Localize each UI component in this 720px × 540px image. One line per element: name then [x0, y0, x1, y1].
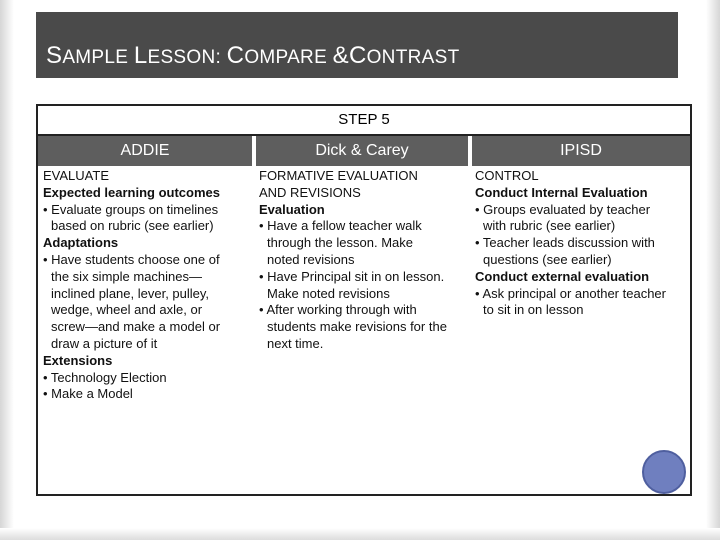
column-header-dick-carey: Dick & Carey [256, 136, 468, 166]
step-label: STEP 5 [38, 106, 690, 136]
column-text-line: Adaptations [43, 235, 119, 251]
column-text-line: students make revisions for the [267, 319, 447, 335]
column-text-line: • Groups evaluated by teacher [475, 201, 651, 217]
column-text-line: with rubric (see earlier) [483, 218, 616, 234]
column-header-ipisd: IPISD [472, 136, 690, 166]
column-body-dick-carey [259, 168, 469, 353]
column-text-line: wedge, wheel and axle, or [51, 302, 203, 318]
decorative-circle [642, 450, 686, 494]
title-bar [36, 12, 678, 78]
column-text-line: AND REVISIONS [259, 184, 361, 200]
slide-frame-bottom [0, 528, 720, 540]
column-text-line: • Evaluate groups on timelines [43, 201, 219, 217]
column-text-line: • Have a fellow teacher walk [259, 218, 422, 234]
column-text-line: • Have Principal sit in on lesson. [259, 268, 445, 284]
column-text-line: Evaluation [259, 201, 325, 217]
column-text-line: to sit in on lesson [483, 302, 584, 318]
column-text-line: • Make a Model [43, 386, 133, 402]
comparison-table [36, 104, 692, 496]
column-text-line: screw—and make a model or [51, 319, 221, 335]
column-header-addie: ADDIE [38, 136, 252, 166]
column-text-line: through the lesson. Make [267, 235, 413, 251]
slide-frame-right [706, 0, 720, 540]
column-text-line: noted revisions [267, 251, 355, 267]
column-text-line: CONTROL [475, 168, 539, 183]
column-text-line: the six simple machines— [51, 268, 202, 284]
slide-frame-left [0, 0, 14, 540]
column-text-line: based on rubric (see earlier) [51, 218, 214, 234]
column-text-line: questions (see earlier) [483, 251, 612, 267]
column-text-line: Extensions [43, 352, 113, 368]
column-text-line: • Teacher leads discussion with [475, 235, 655, 251]
column-body-addie [43, 168, 253, 403]
column-text-line: FORMATIVE EVALUATION [259, 168, 418, 183]
column-text-line: • After working through with [259, 302, 417, 318]
column-text-line: EVALUATE [43, 168, 109, 183]
slide-title: SAMPLE LESSON: COMPARE &CONTRAST [46, 42, 460, 69]
column-text-line: inclined plane, lever, pulley, [51, 285, 210, 301]
column-text-line: Make noted revisions [267, 285, 390, 301]
column-text-line: • Have students choose one of [43, 251, 220, 267]
column-text-line: • Technology Election [43, 369, 167, 385]
column-body-ipisd [475, 168, 689, 319]
column-text-line: • Ask principal or another teacher [475, 285, 666, 301]
column-text-line: draw a picture of it [51, 335, 158, 351]
column-text-line: Expected learning outcomes [43, 184, 220, 200]
column-text-line: Conduct Internal Evaluation [475, 184, 648, 200]
column-text-line: next time. [267, 335, 324, 351]
column-text-line: Conduct external evaluation [475, 268, 650, 284]
